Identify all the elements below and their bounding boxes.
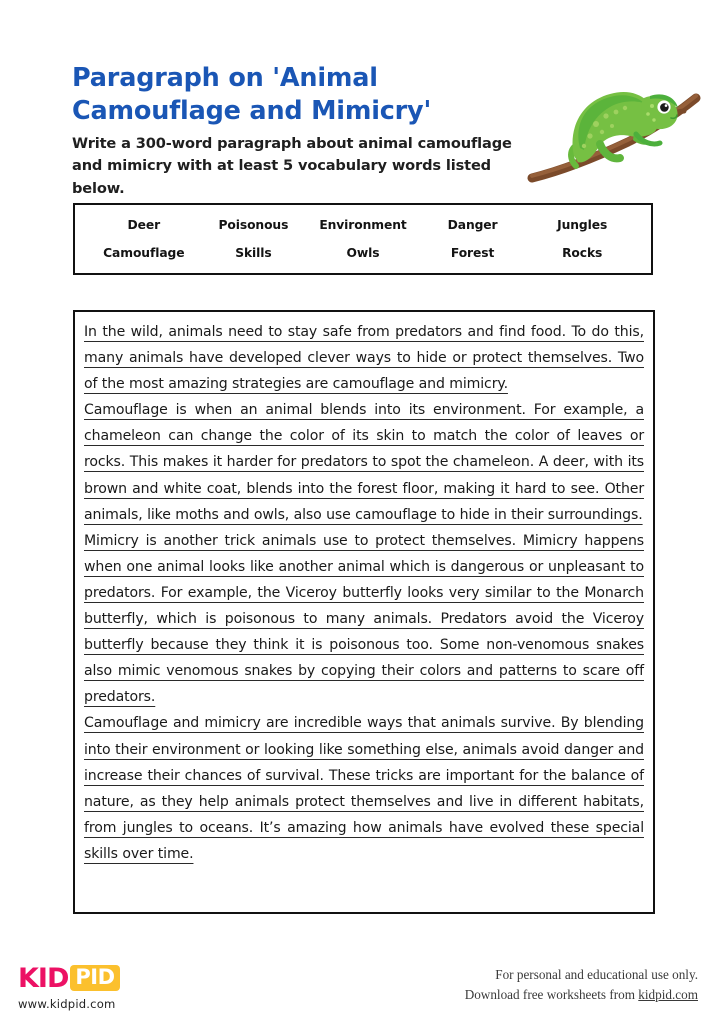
vocabulary-word: Deer (127, 218, 161, 232)
credit-line-1: For personal and educational use only. (495, 967, 698, 982)
worksheet-header (72, 62, 532, 200)
vocabulary-word: Danger (447, 218, 498, 232)
page-title: Paragraph on 'Animal Camouflage and Mimicry' (72, 63, 432, 126)
logo-pid-text: PID (70, 965, 119, 992)
vocabulary-word: Jungles (557, 218, 608, 232)
credit-line-2 (465, 985, 698, 1005)
page-footer (0, 955, 724, 1024)
kidpid-link[interactable]: kidpid.com (638, 986, 698, 1002)
writing-answer-area[interactable] (73, 310, 655, 914)
kidpid-logo (18, 963, 188, 1011)
vocabulary-word: Rocks (562, 246, 603, 260)
vocabulary-word: Camouflage (103, 246, 185, 260)
usage-credit (465, 965, 698, 1004)
answer-paragraph: In the wild, animals need to stay safe from predators and find food. To do this, many animals have developed clever ways to hide or protect themselves. Two of the most amazing strategies are camouflage and mimicry. (84, 324, 644, 393)
answer-paragraph: Mimicry is another trick animals use to protect themselves. Mimicry happens when one animal looks like another animal which is dangerous or unpleasant to predators. For example, the Viceroy butterfly looks very similar to the Monarch butterfly, which is poisonous to many animals. Predators avoid the Viceroy butterfly because they think it is poisonous too. Some non-venomous snakes also mimic venomous snakes by copying their colors and patterns to scare off predators. (84, 532, 644, 706)
vocabulary-row (75, 218, 651, 232)
vocabulary-word: Owls (346, 246, 380, 260)
vocabulary-word: Poisonous (218, 218, 289, 232)
vocabulary-row (75, 246, 651, 260)
vocabulary-word: Skills (235, 246, 272, 260)
vocabulary-word-bank (73, 203, 653, 275)
vocabulary-word: Forest (450, 246, 495, 260)
page-instructions: Write a 300-word paragraph about animal camouflage and mimicry with at least 5 vocabulary words listed below. (72, 135, 512, 197)
logo-website-url: www.kidpid.com (18, 997, 116, 1011)
answer-paragraph: Camouflage is when an animal blends into its environment. For example, a chameleon can change the color of its skin to match the color of leaves or rocks. This makes it harder for predators to spot the chameleon. A deer, with its brown and white coat, blends into the forest floor, making it hard to see. Other animals, like moths and owls, also use camouflage to hide in their surroundings. (84, 402, 644, 523)
answer-paragraph: Camouflage and mimicry are incredible ways that animals survive. By blending into their environment or looking like something else, animals avoid danger and increase their chances of survival. These tricks are important for the balance of nature, as they help animals protect themselves and live in different habitats, from jungles to oceans. It’s amazing how animals have evolved these special skills over time. (84, 715, 644, 862)
logo-kid-text: KID (18, 962, 69, 994)
chameleon-illustration (524, 72, 710, 188)
vocabulary-word: Environment (319, 218, 407, 232)
credit-line-2-prefix: Download free worksheets from (464, 986, 639, 1002)
kidpid-wordmark (18, 963, 188, 993)
